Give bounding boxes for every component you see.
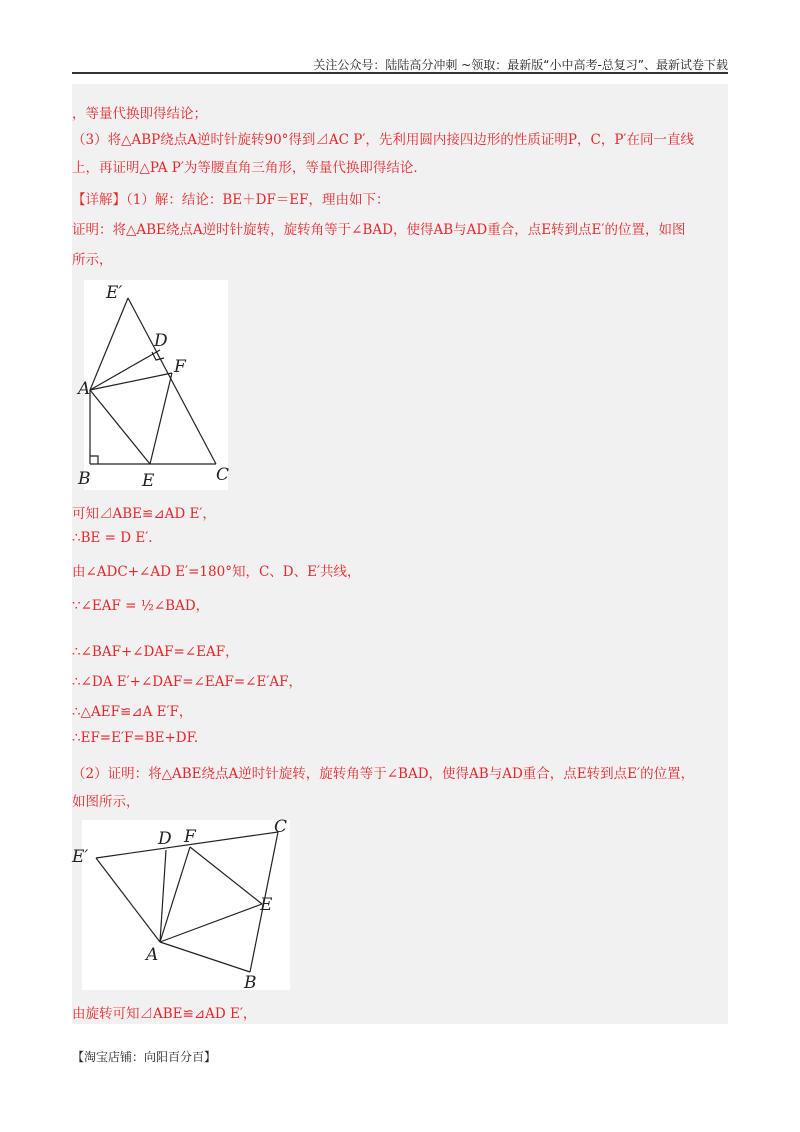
label-b: B: [244, 973, 257, 993]
label-d: D: [154, 331, 168, 351]
text-line: ∴△AEF≌⊿A E′F，: [72, 704, 193, 720]
text-line: ∵∠EAF = ½∠BAD，: [72, 598, 210, 614]
label-a: A: [78, 379, 91, 399]
label-d: D: [158, 829, 172, 849]
text-line: ∴∠BAF+∠DAF=∠EAF，: [72, 644, 239, 660]
text-line: ∴EF=E′F=BE+DF.: [72, 730, 199, 746]
text-line: ，等量代换即得结论；: [72, 106, 207, 122]
label-a: A: [146, 945, 159, 965]
text-line: 由∠ADC+∠AD E′=180°知，C、D、E′共线，: [72, 564, 361, 580]
text-line: ∴BE = D E′.: [72, 530, 153, 546]
label-f: F: [174, 357, 186, 377]
label-e: E: [142, 471, 155, 491]
label-e: E: [260, 895, 273, 915]
figure-2: [72, 817, 290, 993]
solution-content: [72, 84, 728, 1024]
text-line: 【详解】（1）解：结论：BE＋DF＝EF，理由如下：: [72, 192, 390, 208]
label-e-prime: E′: [106, 283, 123, 303]
page-header: 关注公众号：陆陆高分冲刺 ~领取：最新版“小中高考-总复习”、最新试卷下载: [313, 58, 728, 72]
text-line: 所示，: [72, 252, 113, 268]
text-line: 上，再证明△PA P′为等腰直角三角形，等量代换即得结论．: [72, 160, 427, 176]
label-b: B: [78, 469, 91, 489]
text-line: 证明：将△ABE绕点A逆时针旋转，旋转角等于∠BAD，使得AB与AD重合，点E转到点E′的位置，如图: [72, 222, 686, 238]
figure-1: [78, 280, 230, 491]
label-c: C: [274, 817, 288, 837]
header-rule: [72, 72, 728, 74]
label-e-prime: E′: [72, 847, 89, 867]
text-line: （2）证明：将△ABE绕点A逆时针旋转，旋转角等于∠BAD，使得AB与AD重合，点E转到点E′的位置，: [72, 766, 695, 782]
label-c: C: [216, 465, 230, 485]
label-f: F: [184, 827, 196, 847]
text-line: （3）将△ABP绕点A逆时针旋转90°得到⊿AC P′，先利用圆内接四边形的性质证明P，C，P′在同一直线: [72, 132, 694, 148]
text-line: 如图所示，: [72, 794, 140, 810]
text-line: 由旋转可知⊿ABE≌⊿AD E′，: [72, 1006, 257, 1022]
text-line: ∴∠DA E′+∠DAF=∠EAF=∠E′AF，: [72, 674, 303, 690]
text-line: 可知⊿ABE≌⊿AD E′，: [72, 506, 216, 522]
page-footer: 【淘宝店铺：向阳百分百】: [72, 1050, 217, 1064]
